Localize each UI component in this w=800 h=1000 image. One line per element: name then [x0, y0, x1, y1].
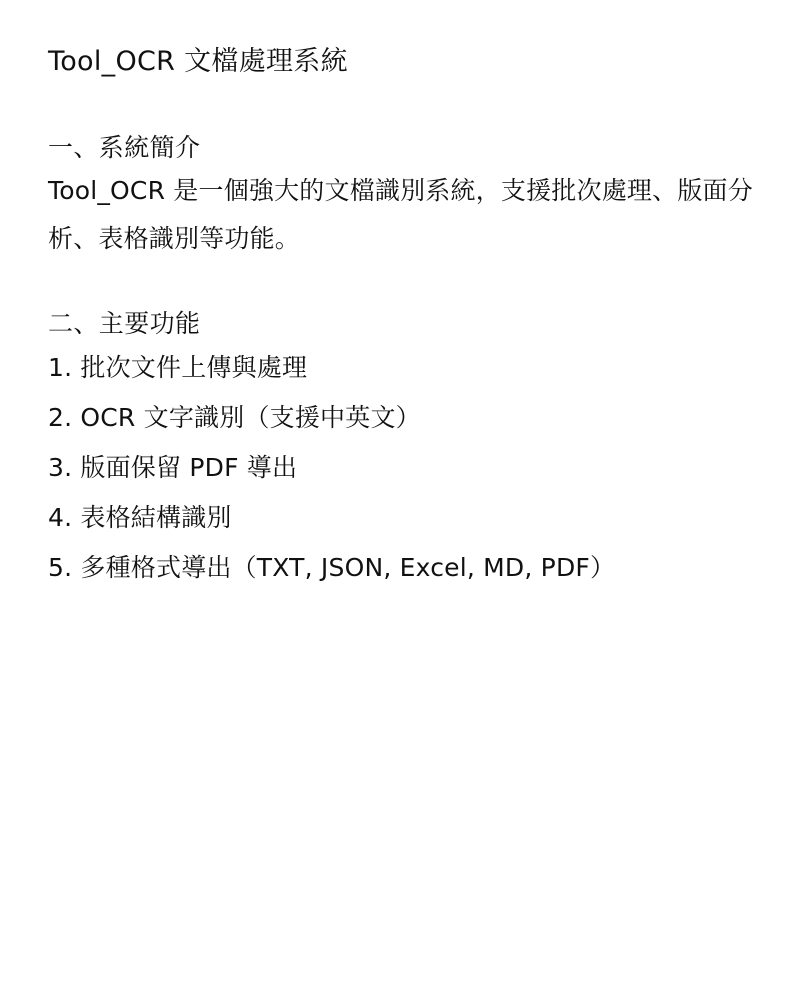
list-item: 4. 表格結構識別	[48, 503, 232, 532]
title-spacer	[48, 82, 760, 129]
section-heading-intro: 一、系統簡介	[48, 133, 201, 162]
list-item: 5. 多種格式導出（TXT, JSON, Excel, MD, PDF）	[48, 553, 616, 582]
feature-list	[48, 343, 760, 593]
list-item: 2. OCR 文字識別（支援中英文）	[48, 403, 421, 432]
section-spacer	[48, 263, 760, 305]
list-item: 1. 批次文件上傳與處理	[48, 353, 308, 382]
list-item: 3. 版面保留 PDF 導出	[48, 453, 298, 482]
section-paragraph-intro: Tool_OCR 是一個強大的文檔識別系統，支援批次處理、版面分析、表格識別等功能。	[48, 176, 753, 253]
section-heading-features: 二、主要功能	[48, 309, 201, 338]
page-title: Tool_OCR 文檔處理系統	[48, 46, 348, 77]
